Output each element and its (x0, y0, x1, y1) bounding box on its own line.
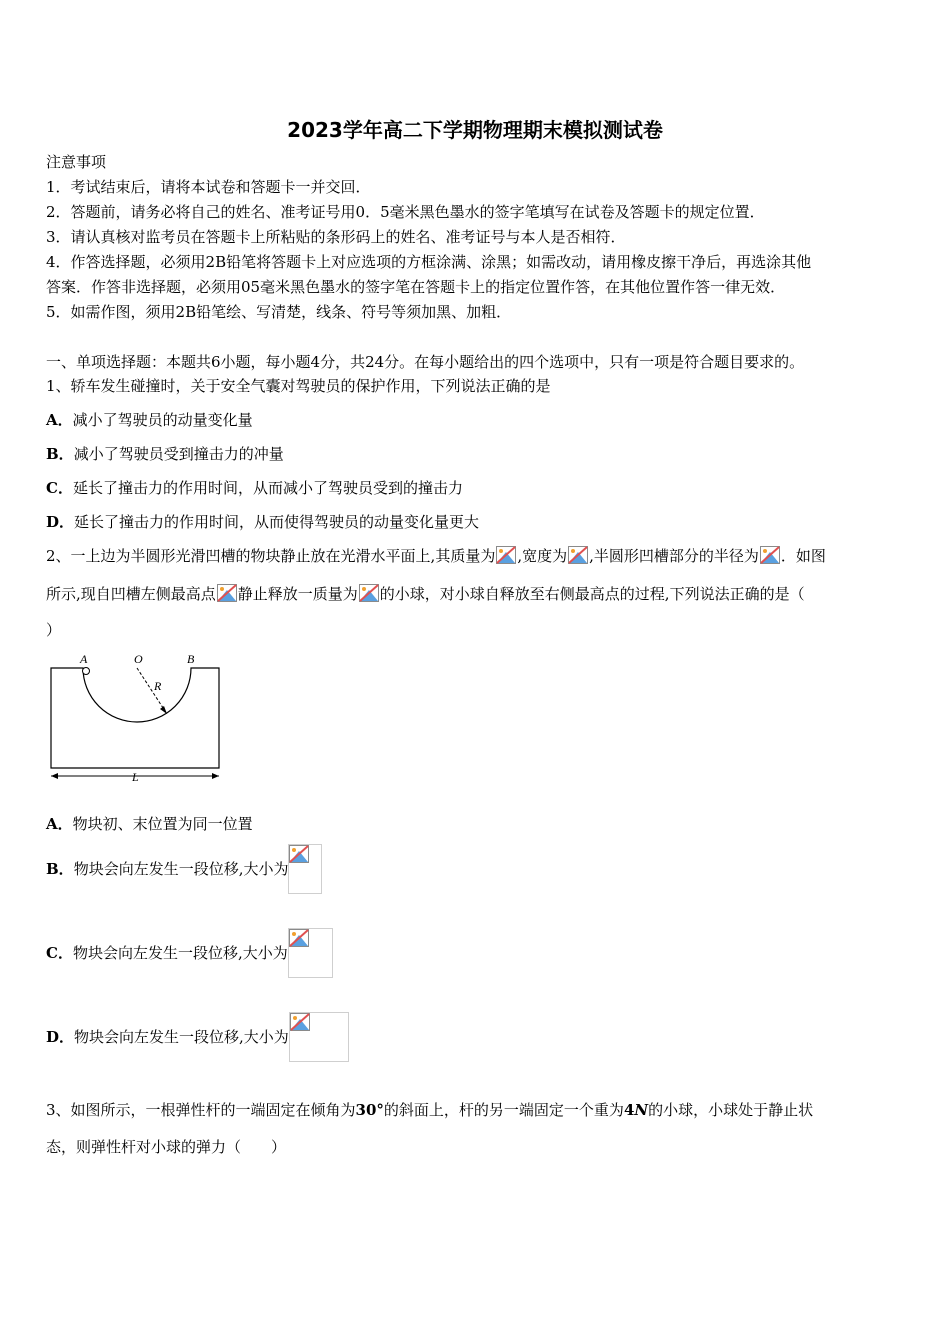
notice-item-4-cont: 答案．作答非选择题，必须用05毫米黑色墨水的签字笔在答题卡上的指定位置作答，在其他位置作答一律无效． (46, 278, 786, 296)
q3-weight: 4 (623, 1101, 635, 1119)
option-text: 物块会向左发生一段位移,大小为 (73, 860, 289, 878)
broken-image-icon (760, 546, 780, 564)
q3-angle: 30° (355, 1101, 384, 1119)
q2-option-a (46, 814, 253, 834)
q2-figure (46, 648, 236, 788)
label-o: O (134, 652, 143, 666)
broken-image-icon (288, 844, 322, 894)
option-letter: A． (46, 815, 73, 833)
q2-text: ,半圆形凹槽部分的半径为 (589, 547, 759, 565)
q3-line-1 (46, 1100, 813, 1120)
q2-text: 所示,现自凹槽左侧最高点 (46, 585, 216, 603)
label-a: A (80, 652, 88, 666)
option-text: 减小了驾驶员受到撞击力的冲量 (73, 445, 284, 463)
option-letter: D． (46, 513, 75, 531)
q2-line-1 (46, 546, 826, 566)
notice-item-3: 3．请认真核对监考员在答题卡上所粘贴的条形码上的姓名、准考证号与本人是否相符． (46, 228, 626, 246)
q2-text: 2、一上边为半圆形光滑凹槽的物块静止放在光滑水平面上,其质量为 (46, 547, 496, 565)
q3-text: 的斜面上，杆的另一端固定一个重为 (383, 1101, 624, 1119)
q2-option-b (46, 844, 322, 894)
option-text: 物块初、末位置为同一位置 (72, 815, 253, 833)
notice-heading: 注意事项 (46, 153, 107, 171)
notice-item-4: 4．作答选择题，必须用2B铅笔将答题卡上对应选项的方框涂满、涂黑；如需改动，请用橡皮擦干净后，再选涂其他 (46, 253, 812, 271)
q2-text: ．如图 (780, 547, 826, 565)
q1-option-d (46, 512, 479, 532)
broken-image-icon (568, 546, 588, 564)
page-title: 2023学年高二下学期物理期末模拟测试卷 (287, 118, 663, 142)
label-r: R (154, 679, 162, 693)
broken-image-icon (359, 584, 379, 602)
q2-text: 的小球，对小球自释放至右侧最高点的过程,下列说法正确的是（ (379, 585, 805, 603)
q1-option-c (46, 478, 463, 498)
option-text: 延长了撞击力的作用时间，从而使得驾驶员的动量变化量更大 (74, 513, 480, 531)
q3-line-2: 态，则弹性杆对小球的弹力（ ） (46, 1138, 287, 1156)
notice-item-5: 5．如需作图，须用2B铅笔绘、写清楚，线条、符号等须加黑、加粗． (46, 303, 512, 321)
q2-line-2 (46, 584, 805, 604)
q1-stem: 1、轿车发生碰撞时，关于安全气囊对驾驶员的保护作用，下列说法正确的是 (46, 377, 551, 395)
broken-image-icon (289, 1012, 349, 1062)
q3-unit: N (634, 1101, 649, 1119)
label-l: L (132, 770, 139, 784)
q2-option-d (46, 1012, 349, 1062)
notice-item-1: 1．考试结束后，请将本试卷和答题卡一并交回． (46, 178, 371, 196)
q3-text: 3、如图所示，一根弹性杆的一端固定在倾角为 (46, 1101, 356, 1119)
option-letter: B． (46, 860, 74, 878)
q1-option-b (46, 444, 284, 464)
option-letter: D． (46, 1028, 75, 1046)
q2-text: ,宽度为 (517, 547, 568, 565)
option-text: 延长了撞击力的作用时间，从而减小了驾驶员受到的撞击力 (72, 479, 463, 497)
option-letter: A． (46, 411, 73, 429)
option-text: 减小了驾驶员的动量变化量 (72, 411, 253, 429)
q3-text: 的小球，小球处于静止状 (648, 1101, 814, 1119)
broken-image-icon (217, 584, 237, 602)
broken-image-icon (496, 546, 516, 564)
label-b: B (187, 652, 195, 666)
q2-text: 静止释放一质量为 (237, 585, 358, 603)
q2-option-c (46, 928, 333, 978)
q1-option-a (46, 410, 253, 430)
q2-line-3: ） (46, 621, 62, 639)
option-text: 物块会向左发生一段位移,大小为 (72, 944, 288, 962)
option-text: 物块会向左发生一段位移,大小为 (74, 1028, 289, 1046)
option-letter: B． (46, 445, 74, 463)
section-heading: 一、单项选择题：本题共6小题，每小题4分，共24分。在每小题给出的四个选项中，只有一项是符合题目要求的。 (46, 353, 805, 371)
option-letter: C． (46, 479, 73, 497)
broken-image-icon (288, 928, 333, 978)
option-letter: C． (46, 944, 73, 962)
notice-item-2: 2．答题前，请务必将自己的姓名、准考证号用0．5毫米黑色墨水的签字笔填写在试卷及答题卡的规定位置． (46, 203, 765, 221)
